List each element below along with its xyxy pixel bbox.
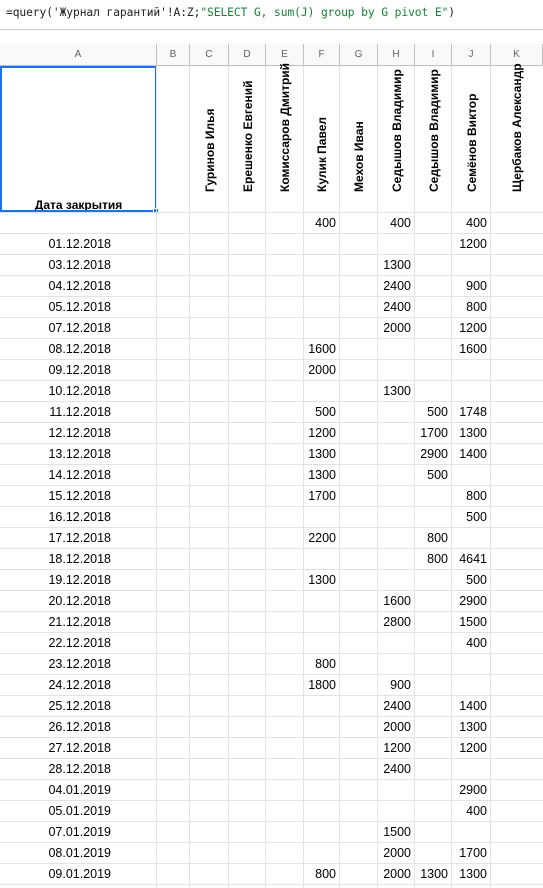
date-cell[interactable]: 23.12.2018 [48,657,111,671]
value-cell-f[interactable] [304,297,340,318]
column-header-c[interactable]: C [190,44,229,65]
date-cell[interactable]: 26.12.2018 [48,720,111,734]
value-cell-f[interactable] [304,276,340,297]
value-cell-f[interactable] [304,717,340,738]
value-cell-f[interactable]: 1200 [308,426,336,440]
value-cell-h[interactable] [378,360,415,381]
column-header-j[interactable]: J [452,44,491,65]
table-row [0,633,543,654]
table-row [0,843,543,864]
value-cell-f[interactable]: 500 [315,405,336,419]
date-cell[interactable]: 04.12.2018 [48,279,111,293]
header-text-wrap [190,70,229,206]
date-cell[interactable]: 09.01.2019 [48,867,111,881]
value-cell-i[interactable]: 1700 [420,426,448,440]
header-text-wrap [229,70,266,206]
table-row [0,780,543,801]
date-cell[interactable] [0,213,157,234]
value-cell-h[interactable]: 1200 [383,741,411,755]
value-cell-f[interactable] [304,255,340,276]
value-cell-i[interactable]: 2900 [420,447,448,461]
value-cell-f[interactable] [304,780,340,801]
value-cell-i[interactable] [415,801,452,822]
value-cell-f[interactable]: 1300 [308,573,336,587]
value-cell-h[interactable]: 1600 [383,594,411,608]
header-name-h: Седышов Владимир [389,69,404,192]
value-cell-h[interactable]: 2400 [383,279,411,293]
date-cell[interactable]: 08.12.2018 [48,342,111,356]
column-header-b[interactable]: B [157,44,190,65]
value-cell-h[interactable]: 2800 [383,615,411,629]
table-row [0,822,543,843]
date-cell[interactable]: 21.12.2018 [48,615,111,629]
value-cell-j[interactable]: 1200 [459,237,487,251]
header-text-wrap [304,70,340,206]
date-cell[interactable]: 12.12.2018 [48,426,111,440]
column-header-k[interactable]: K [491,44,543,65]
header-cell-e[interactable] [266,62,304,212]
value-cell-h[interactable] [378,654,415,675]
value-cell-i[interactable] [415,612,452,633]
value-cell-f[interactable] [304,591,340,612]
value-cell-h[interactable] [378,423,415,444]
value-cell-j[interactable] [452,675,491,696]
header-text-wrap [452,70,491,206]
value-cell-h[interactable]: 2400 [383,762,411,776]
value-cell-h[interactable] [378,507,415,528]
value-cell-j[interactable] [452,255,491,276]
header-text-wrap [378,70,415,206]
value-cell-i[interactable] [415,570,452,591]
value-cell-h[interactable]: 2400 [383,300,411,314]
value-cell-h[interactable] [378,528,415,549]
value-cell-i[interactable] [415,696,452,717]
value-cell-j[interactable]: 1748 [459,405,487,419]
date-cell[interactable]: 08.01.2019 [48,846,111,860]
value-cell-j[interactable]: 400 [466,636,487,650]
value-cell-j[interactable]: 900 [466,279,487,293]
date-cell[interactable]: 16.12.2018 [48,510,111,524]
table-row [0,570,543,591]
formula-suffix: ) [448,6,455,19]
date-cell[interactable]: 03.12.2018 [48,258,111,272]
value-cell-h[interactable] [378,234,415,255]
value-cell-i[interactable] [415,234,452,255]
value-cell-f[interactable]: 800 [315,867,336,881]
date-cell[interactable]: 20.12.2018 [48,594,111,608]
date-cell[interactable]: 25.12.2018 [48,699,111,713]
value-cell-h[interactable]: 2000 [383,846,411,860]
header-name-e: Комиссаров Дмитрий [278,62,292,192]
value-cell-j[interactable] [452,381,491,402]
value-cell-f[interactable]: 2000 [308,363,336,377]
formula-query-string: "SELECT G, sum(J) group by G pivot E" [200,6,449,19]
header-name-j: Семёнов Виктор [464,93,479,192]
table-row [0,255,543,276]
date-cell[interactable]: 01.12.2018 [48,237,111,251]
value-cell-j[interactable]: 2900 [459,783,487,797]
value-cell-j[interactable]: 1300 [459,867,487,881]
value-cell-f[interactable] [304,507,340,528]
table-row [0,276,543,297]
table-row [0,738,543,759]
table-row [0,486,543,507]
formula-text[interactable] [6,6,455,19]
value-cell-j[interactable]: 800 [466,489,487,503]
cell-selection-outline [0,66,157,212]
header-cell-i[interactable] [415,66,452,212]
table-row [0,297,543,318]
value-cell-j[interactable]: 1300 [459,720,487,734]
table-row [0,444,543,465]
value-cell-f[interactable] [304,318,340,339]
header-text-wrap [266,62,304,206]
value-cell-j[interactable] [452,528,491,549]
value-cell-i[interactable] [415,339,452,360]
column-header-row [0,44,543,66]
value-cell-j[interactable] [452,759,491,780]
value-cell-i[interactable] [415,738,452,759]
value-cell-j[interactable] [452,465,491,486]
value-cell-i[interactable]: 800 [427,552,448,566]
header-cell-g[interactable] [340,66,378,212]
value-cell-h[interactable]: 400 [390,216,411,230]
date-cell[interactable]: 15.12.2018 [48,489,111,503]
value-cell-j[interactable]: 500 [466,573,487,587]
value-cell-f[interactable]: 800 [315,657,336,671]
value-cell-h[interactable]: 1300 [383,384,411,398]
date-cell[interactable]: 28.12.2018 [48,762,111,776]
header-cell-c[interactable] [190,66,229,212]
table-row [0,591,543,612]
value-cell-f[interactable]: 1300 [308,447,336,461]
value-cell-i[interactable] [415,591,452,612]
table-row [0,213,543,234]
value-cell-i[interactable] [415,318,452,339]
value-cell-j[interactable]: 1200 [459,321,487,335]
value-cell-j[interactable]: 1700 [459,846,487,860]
table-row [0,360,543,381]
header-cell-j[interactable] [452,66,491,212]
value-cell-i[interactable] [415,360,452,381]
formula-prefix: =query('Журнал гарантий'!A:Z; [6,6,201,19]
table-row [0,507,543,528]
date-cell[interactable]: 24.12.2018 [48,678,111,692]
value-cell-f[interactable] [304,612,340,633]
value-cell-f[interactable] [304,822,340,843]
value-cell-f[interactable] [304,843,340,864]
value-cell-i[interactable] [415,822,452,843]
value-cell-i[interactable] [415,255,452,276]
value-cell-h[interactable] [378,486,415,507]
value-cell-i[interactable] [415,633,452,654]
value-cell-j[interactable]: 400 [466,804,487,818]
value-cell-h[interactable] [378,801,415,822]
value-cell-i[interactable] [415,276,452,297]
date-cell[interactable]: 05.01.2019 [48,804,111,818]
value-cell-f[interactable]: 1300 [308,468,336,482]
value-cell-f[interactable]: 1800 [308,678,336,692]
column-header-e[interactable]: E [266,44,304,65]
value-cell-i[interactable]: 500 [427,468,448,482]
value-cell-h[interactable] [378,465,415,486]
table-row [0,612,543,633]
column-header-d[interactable]: D [229,44,266,65]
header-date-label: Дата закрытия [34,198,123,212]
value-cell-h[interactable]: 2400 [383,699,411,713]
value-cell-j[interactable]: 1400 [459,699,487,713]
table-row [0,339,543,360]
value-cell-j[interactable]: 800 [466,300,487,314]
spreadsheet-grid[interactable] [0,44,543,888]
date-cell[interactable]: 09.12.2018 [48,363,111,377]
value-cell-h[interactable] [378,780,415,801]
table-row [0,402,543,423]
value-cell-f[interactable]: 1700 [308,489,336,503]
table-row [0,381,543,402]
value-cell-f[interactable]: 2200 [308,531,336,545]
header-name-i: Седышов Владимир [426,69,441,192]
value-cell-i[interactable] [415,297,452,318]
value-cell-j[interactable]: 1300 [459,426,487,440]
table-row [0,675,543,696]
date-cell[interactable]: 05.12.2018 [48,300,111,314]
value-cell-j[interactable] [452,654,491,675]
table-row [0,234,543,255]
column-header-g[interactable]: G [340,44,378,65]
value-cell-h[interactable]: 1300 [383,258,411,272]
table-row [0,465,543,486]
header-cell-h[interactable] [378,66,415,212]
value-cell-j[interactable]: 1600 [459,342,487,356]
value-cell-h[interactable]: 2000 [383,867,411,881]
value-cell-i[interactable] [415,381,452,402]
value-cell-i[interactable]: 800 [427,531,448,545]
value-cell-h[interactable]: 2000 [383,720,411,734]
date-cell[interactable]: 04.01.2019 [48,783,111,797]
value-cell-i[interactable] [415,654,452,675]
value-cell-f[interactable] [304,633,340,654]
header-text-wrap [491,63,543,206]
header-cell-b[interactable] [157,66,190,212]
date-cell[interactable]: 27.12.2018 [48,741,111,755]
value-cell-j[interactable]: 400 [466,216,487,230]
value-cell-f[interactable]: 1600 [308,342,336,356]
value-cell-i[interactable] [415,486,452,507]
header-text-wrap [157,70,190,206]
header-name-g: Мехов Иван [352,121,366,192]
date-cell[interactable]: 17.12.2018 [48,531,111,545]
header-text-wrap [340,70,378,206]
table-row [0,549,543,570]
value-cell-f[interactable] [304,738,340,759]
value-cell-i[interactable]: 500 [427,405,448,419]
value-cell-h[interactable]: 900 [390,678,411,692]
value-cell-f[interactable]: 400 [315,216,336,230]
header-name-k: Щербаков Александр [510,63,524,192]
header-name-c: Гуринов Илья [202,108,217,192]
date-cell[interactable]: 18.12.2018 [48,552,111,566]
table-row [0,654,543,675]
value-cell-h[interactable] [378,339,415,360]
value-cell-j[interactable] [452,360,491,381]
value-cell-i[interactable] [415,843,452,864]
table-row [0,864,543,885]
date-cell[interactable]: 11.12.2018 [49,405,111,419]
value-cell-f[interactable] [304,381,340,402]
value-cell-j[interactable]: 1200 [459,741,487,755]
value-cell-h[interactable] [378,633,415,654]
value-cell-f[interactable] [304,801,340,822]
table-row [0,759,543,780]
value-cell-j[interactable] [452,822,491,843]
value-cell-i[interactable] [415,717,452,738]
header-name-d: Ерешенко Евгений [240,80,255,192]
formula-bar[interactable] [0,0,543,30]
value-cell-h[interactable] [378,570,415,591]
table-row [0,801,543,822]
header-cell-d[interactable] [229,66,266,212]
header-name-f: Кулик Павел [315,117,329,192]
value-cell-i[interactable] [415,507,452,528]
table-row [0,318,543,339]
grid-line-horizontal [0,884,543,885]
value-cell-h[interactable] [378,402,415,423]
table-row [0,717,543,738]
value-cell-f[interactable] [304,696,340,717]
value-cell-h[interactable] [378,549,415,570]
value-cell-j[interactable]: 4641 [459,552,487,566]
value-cell-f[interactable] [304,234,340,255]
date-cell[interactable]: 13.12.2018 [48,447,111,461]
value-cell-h[interactable]: 2000 [383,321,411,335]
column-header-f[interactable]: F [304,44,340,65]
column-header-a[interactable]: A [0,44,157,65]
cell-grid[interactable] [0,62,543,888]
table-row [0,528,543,549]
value-cell-i[interactable] [415,780,452,801]
table-row [0,423,543,444]
value-cell-i[interactable] [415,675,452,696]
date-cell[interactable]: 10.12.2018 [48,384,111,398]
value-cell-h[interactable]: 1500 [383,825,411,839]
value-cell-i[interactable] [415,759,452,780]
value-cell-j[interactable]: 2900 [459,594,487,608]
value-cell-f[interactable] [304,549,340,570]
date-cell[interactable]: 07.12.2018 [48,321,111,335]
header-cell-f[interactable] [304,66,340,212]
column-header-i[interactable]: I [415,44,452,65]
column-header-h[interactable]: H [378,44,415,65]
date-cell[interactable]: 19.12.2018 [48,573,111,587]
date-cell[interactable]: 14.12.2018 [48,468,111,482]
date-cell[interactable]: 07.01.2019 [48,825,111,839]
value-cell-j[interactable]: 1400 [459,447,487,461]
value-cell-j[interactable]: 500 [466,510,487,524]
header-text-wrap [415,70,452,206]
header-cell-k[interactable] [491,63,543,212]
date-cell[interactable]: 22.12.2018 [48,636,111,650]
table-row [0,696,543,717]
value-cell-i[interactable] [415,213,452,234]
value-cell-h[interactable] [378,444,415,465]
value-cell-f[interactable] [304,759,340,780]
value-cell-i[interactable]: 1300 [420,867,448,881]
value-cell-j[interactable]: 1500 [459,615,487,629]
